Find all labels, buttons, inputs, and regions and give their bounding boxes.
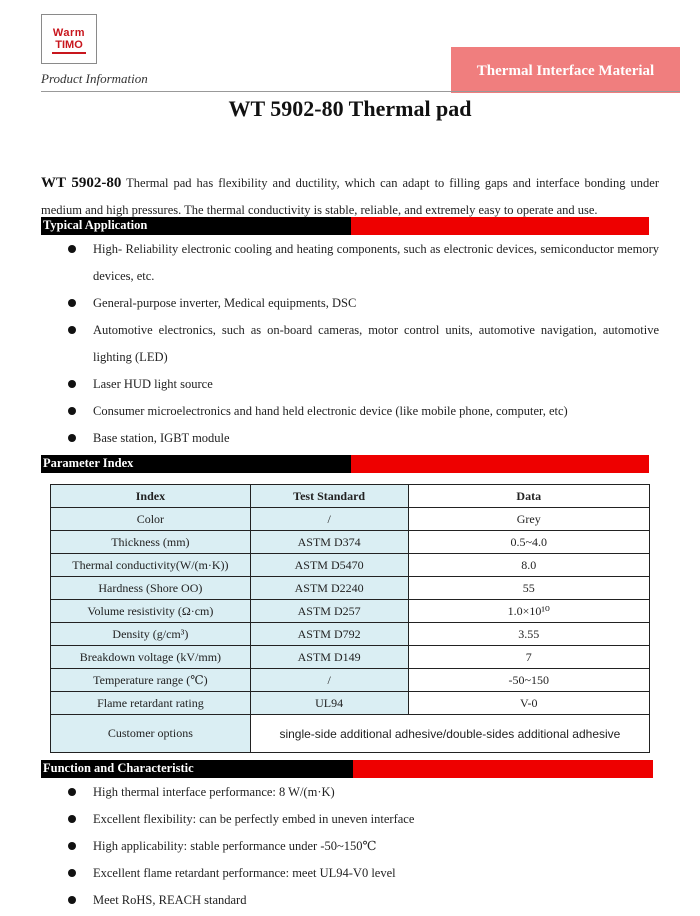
bullet-icon — [68, 842, 76, 850]
product-info-label: Product Information — [41, 71, 148, 86]
list-item: High applicability: stable performance under -50~150℃ — [41, 833, 659, 860]
cell-data: 7 — [408, 646, 650, 669]
column-header-standard: Test Standard — [250, 485, 408, 508]
list-item: High thermal interface performance: 8 W/(m·K) — [41, 779, 659, 806]
intro-product-code: WT 5902-80 — [41, 175, 122, 191]
table-row — [51, 531, 650, 554]
table-row — [51, 508, 650, 531]
cell-index: Thermal conductivity(W/(m·K)) — [51, 554, 251, 577]
list-item: Meet RoHS, REACH standard — [41, 887, 659, 914]
logo-text-bottom: TIMO — [55, 39, 83, 51]
cell-index: Flame retardant rating — [51, 692, 251, 715]
header-divider — [41, 91, 680, 92]
cell-data: 0.5~4.0 — [408, 531, 650, 554]
cell-index: Thickness (mm) — [51, 531, 251, 554]
cell-data: -50~150 — [408, 669, 650, 692]
table-row — [51, 692, 650, 715]
list-item: Laser HUD light source — [41, 371, 659, 398]
bullet-icon — [68, 245, 76, 253]
cell-standard: ASTM D374 — [250, 531, 408, 554]
section-bar-red — [353, 760, 653, 778]
intro-paragraph — [41, 170, 659, 224]
section-bar-function — [41, 760, 653, 778]
cell-standard: / — [250, 669, 408, 692]
list-item: Consumer microelectronics and hand held electronic device (like mobile phone, computer, etc) — [41, 398, 659, 425]
logo-underline — [52, 52, 86, 54]
section-title-function: Function and Characteristic — [43, 761, 194, 775]
list-item: High- Reliability electronic cooling and heating components, such as electronic devices, semiconductor memory devices, etc. — [41, 236, 659, 290]
table-header-row — [51, 485, 650, 508]
cell-data: 55 — [408, 577, 650, 600]
function-list — [41, 779, 659, 914]
list-item: Excellent flame retardant performance: meet UL94-V0 level — [41, 860, 659, 887]
category-banner — [451, 47, 680, 93]
brand-logo — [41, 14, 97, 64]
table-row-customer-options — [51, 715, 650, 753]
cell-index: Color — [51, 508, 251, 531]
section-bar-red — [351, 455, 649, 473]
cell-options-label: Customer options — [51, 715, 251, 753]
bullet-icon — [68, 299, 76, 307]
bullet-icon — [68, 326, 76, 334]
table-row — [51, 554, 650, 577]
cell-index: Volume resistivity (Ω·cm) — [51, 600, 251, 623]
bullet-icon — [68, 380, 76, 388]
cell-options-value: single-side additional adhesive/double-sides additional adhesive — [250, 715, 649, 753]
column-header-index: Index — [51, 485, 251, 508]
section-title-application: Typical Application — [43, 218, 148, 232]
list-item: General-purpose inverter, Medical equipments, DSC — [41, 290, 659, 317]
section-title-parameter: Parameter Index — [43, 456, 134, 470]
table-row — [51, 646, 650, 669]
table-row — [51, 577, 650, 600]
list-item: Excellent flexibility: can be perfectly embed in uneven interface — [41, 806, 659, 833]
column-header-data: Data — [408, 485, 650, 508]
cell-standard: / — [250, 508, 408, 531]
category-banner-text: Thermal Interface Material — [476, 63, 655, 79]
section-bar-parameter — [41, 455, 649, 473]
table-row — [51, 600, 650, 623]
table-row — [51, 623, 650, 646]
cell-standard: ASTM D792 — [250, 623, 408, 646]
cell-data: 8.0 — [408, 554, 650, 577]
cell-data: 3.55 — [408, 623, 650, 646]
cell-standard: ASTM D5470 — [250, 554, 408, 577]
application-list — [41, 236, 659, 452]
list-item: Base station, IGBT module — [41, 425, 659, 452]
cell-index: Density (g/cm³) — [51, 623, 251, 646]
cell-standard: ASTM D149 — [250, 646, 408, 669]
page-title: WT 5902-80 Thermal pad — [228, 96, 472, 121]
bullet-icon — [68, 407, 76, 415]
bullet-icon — [68, 815, 76, 823]
cell-standard: UL94 — [250, 692, 408, 715]
intro-text: Thermal pad has flexibility and ductility, which can adapt to filling gaps and interface bonding under medium and high pressures. The thermal conductivity is stable, reliable, and extremely easy to operate and use. — [41, 176, 660, 217]
cell-index: Temperature range (℃) — [51, 669, 251, 692]
bullet-icon — [68, 869, 76, 877]
cell-data: 1.0×10¹⁰ — [408, 600, 650, 623]
logo-text-top: Warm — [52, 27, 86, 39]
cell-index: Hardness (Shore OO) — [51, 577, 251, 600]
section-bar-application — [41, 217, 649, 235]
table-row — [51, 669, 650, 692]
bullet-icon — [68, 896, 76, 904]
section-bar-red — [351, 217, 649, 235]
parameter-table — [50, 484, 650, 753]
cell-data: Grey — [408, 508, 650, 531]
cell-standard: ASTM D257 — [250, 600, 408, 623]
cell-index: Breakdown voltage (kV/mm) — [51, 646, 251, 669]
bullet-icon — [68, 434, 76, 442]
list-item: Automotive electronics, such as on-board cameras, motor control units, automotive navigation, automotive lighting (LED) — [41, 317, 659, 371]
cell-data: V-0 — [408, 692, 650, 715]
cell-standard: ASTM D2240 — [250, 577, 408, 600]
bullet-icon — [68, 788, 76, 796]
